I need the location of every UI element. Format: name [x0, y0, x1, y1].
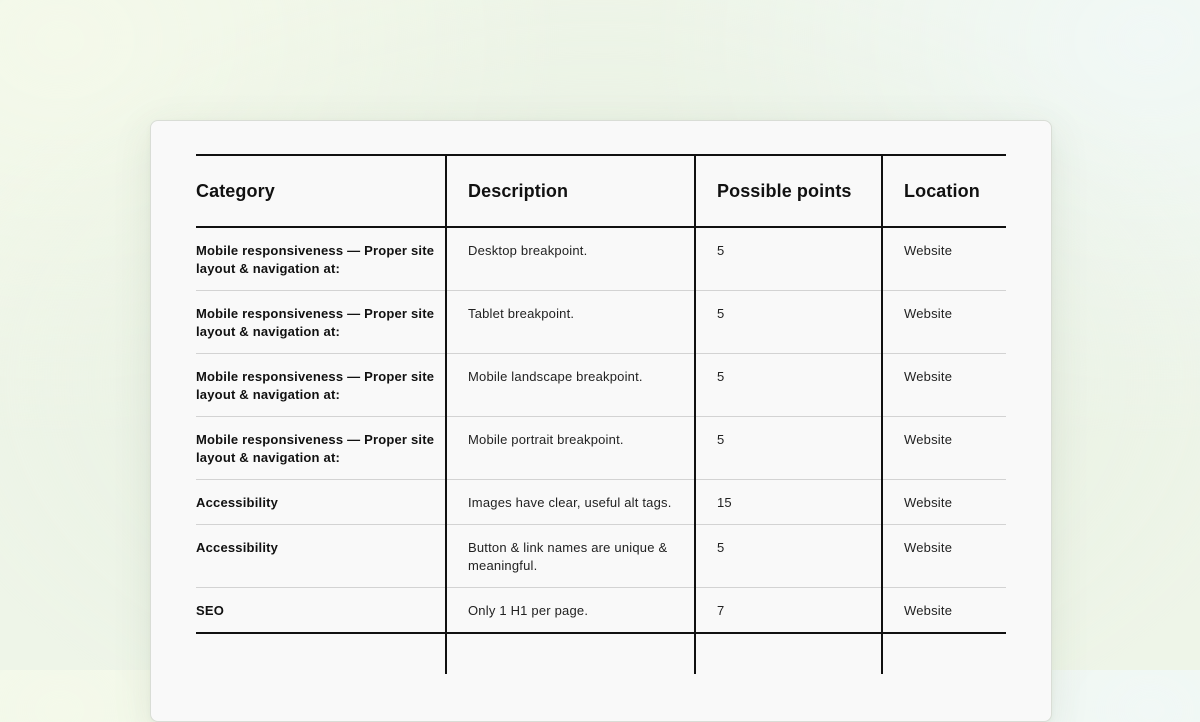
- table-row: [196, 525, 1006, 588]
- cell-category: Mobile responsiveness — Proper site layout & navigation at:: [196, 291, 446, 354]
- cell-category: Mobile responsiveness — Proper site layout & navigation at:: [196, 417, 446, 480]
- cell-points: 5: [695, 354, 882, 417]
- table-row: [196, 227, 1006, 291]
- cell-points: 5: [695, 525, 882, 588]
- cell-description: Button & link names are unique & meaningful.: [446, 525, 695, 588]
- cell-category: Mobile responsiveness — Proper site layout & navigation at:: [196, 354, 446, 417]
- cell-category: Mobile responsiveness — Proper site layout & navigation at:: [196, 227, 446, 291]
- cell-points: 5: [695, 227, 882, 291]
- header-description: Description: [446, 155, 695, 227]
- cell-description: Mobile landscape breakpoint.: [446, 354, 695, 417]
- cell-empty: [695, 633, 882, 674]
- cell-location: Website: [882, 525, 1006, 588]
- cell-empty: [196, 633, 446, 674]
- header-possible-points: Possible points: [695, 155, 882, 227]
- header-row: [196, 155, 1006, 227]
- table-body: [196, 227, 1006, 674]
- rubric-card: [150, 120, 1052, 722]
- table-row-continued: [196, 633, 1006, 674]
- cell-points: 5: [695, 291, 882, 354]
- cell-location: Website: [882, 480, 1006, 525]
- cell-category: Accessibility: [196, 480, 446, 525]
- cell-empty: [882, 633, 1006, 674]
- cell-description: Only 1 H1 per page.: [446, 588, 695, 634]
- header-category: Category: [196, 155, 446, 227]
- cell-points: 5: [695, 417, 882, 480]
- cell-location: Website: [882, 354, 1006, 417]
- cell-description: Tablet breakpoint.: [446, 291, 695, 354]
- table-header: [196, 155, 1006, 227]
- cell-location: Website: [882, 417, 1006, 480]
- cell-category: SEO: [196, 588, 446, 634]
- cell-location: Website: [882, 291, 1006, 354]
- cell-location: Website: [882, 227, 1006, 291]
- cell-description: Desktop breakpoint.: [446, 227, 695, 291]
- table-row: [196, 291, 1006, 354]
- cell-location: Website: [882, 588, 1006, 634]
- table-row: [196, 354, 1006, 417]
- cell-description: Images have clear, useful alt tags.: [446, 480, 695, 525]
- rubric-table: [196, 154, 1006, 674]
- table-row: [196, 417, 1006, 480]
- table-row: [196, 480, 1006, 525]
- cell-description: Mobile portrait breakpoint.: [446, 417, 695, 480]
- cell-points: 7: [695, 588, 882, 634]
- cell-category: Accessibility: [196, 525, 446, 588]
- cell-points: 15: [695, 480, 882, 525]
- table-row: [196, 588, 1006, 634]
- header-location: Location: [882, 155, 1006, 227]
- cell-empty: [446, 633, 695, 674]
